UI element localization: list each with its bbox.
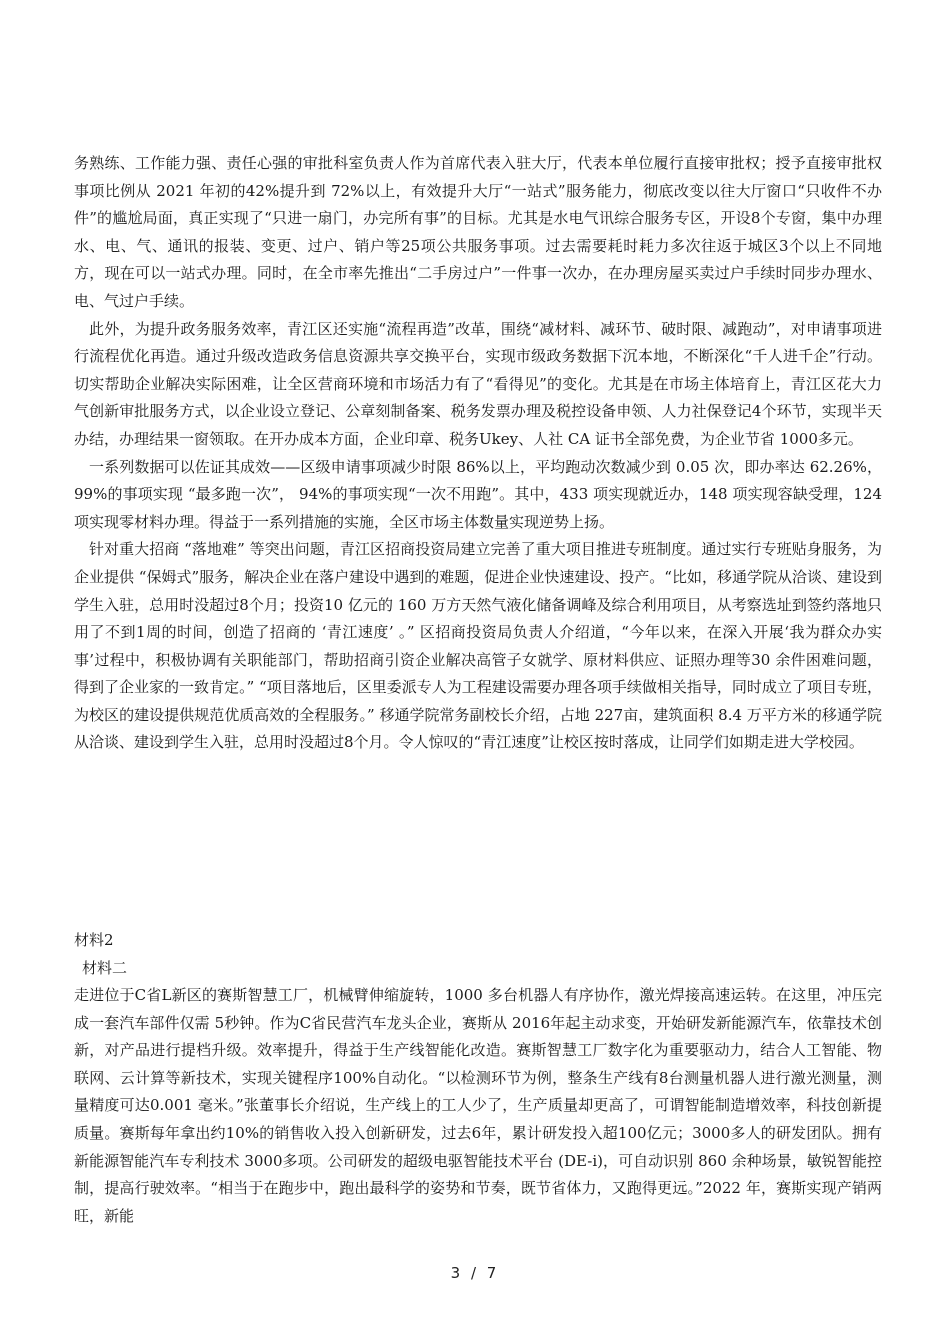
section-1 — [74, 150, 882, 757]
material-sublabel: 材料二 — [82, 959, 128, 977]
paragraph-approval-authority: 务熟练、工作能力强、责任心强的审批科室负责人作为首席代表入驻大厅，代表本单位履行直接审批权；授予直接审批权事项比例从 2021 年初的42%提升到 72%以上，有效提升大厅“一站式”服务能力，彻底改变以往大厅窗口“只收件不办件”的尴尬局面，真正实现了“只进一扇门，办完所有事”的目标。尤其是水电气讯综合服务专区，开设8个专窗，集中办理水、电、气、通讯的报装、变更、过户、销户等25项公共服务事项。过去需要耗时耗力多次往返于城区3个以上不同地方，现在可以一站式办理。同时，在全市率先推出“二手房过户”一件事一次办，在办理房屋买卖过户手续时同步办理水、电、气过户手续。 — [74, 154, 882, 310]
material-label: 材料2 — [74, 931, 114, 949]
paragraph-investment-promotion: 针对重大招商 “落地难” 等突出问题，青江区招商投资局建立完善了重大项目推进专班制度。通过实行专班贴身服务，为企业提供 “保姆式”服务，解决企业在落户建设中遇到的难题，促进企业快速建设、投产。“比如，移通学院从洽谈、建设到学生入驻，总用时没超过8个月；投资10 亿元的 160 万方天然气液化储备调峰及综合利用项目，从考察选址到签约落地只用了不到1周的时间，创造了招商的 ‘青江速度’ 。” 区招商投资局负责人介绍道，“今年以来，在深入开展‘我为群众办实事’过程中，积极协调有关职能部门，帮助招商引资企业解决高管子女就学、原材料供应、证照办理等30 余件困难问题，得到了企业家的一致肯定。” “项目落地后，区里委派专人为工程建设需要办理各项手续做相关指导，同时成立了项目专班，为校区的建设提供规范优质高效的全程服务。” 移通学院常务副校长介绍，占地 227亩，建筑面积 8.4 万平方米的移通学院从洽谈、建设到学生入驻，总用时没超过8个月。令人惊叹的“青江速度”让校区按时落成，让同学们如期走进大学校园。 — [74, 540, 882, 752]
paragraph-data-results: 一系列数据可以佐证其成效——区级申请事项减少时限 86%以上，平均跑动次数减少到 0.05 次，即办率达 62.26%，99%的事项实现 “最多跑一次”， 94%的事项实现“一次不用跑”。其中，433 项实现就近办，148 项实现容缺受理，124 项实现零材料办理。得益于一系列措施的实施，全区市场主体数量实现逆势上扬。 — [74, 457, 882, 531]
paragraph-process-reengineering: 此外，为提升政务服务效率，青江区还实施“流程再造”改革，围绕“减材料、减环节、破时限、减跑动”，对申请事项进行流程优化再造。通过升级改造政务信息资源共享交换平台，实现市级政务数据下沉本地，不断深化“千人进千企”行动。切实帮助企业解决实际困难，让全区营商环境和市场活力有了“看得见”的变化。尤其是在市场主体培育上，青江区花大力气创新审批服务方式，以企业设立登记、公章刻制备案、税务发票办理及税控设备申领、人力社保登记4个环节，实现半天办结，办理结果一窗领取。在开办成本方面，企业印章、税务Ukey、人社 CA 证书全部免费，为企业节省 1000多元。 — [74, 319, 882, 448]
section-2 — [74, 926, 882, 1230]
paragraph-smart-factory: 走进位于C省L新区的赛斯智慧工厂，机械臂伸缩旋转，1000 多台机器人有序协作，激光焊接高速运转。在这里，冲压完成一套汽车部件仅需 5秒钟。作为C省民营汽车龙头企业，赛斯从 2016年起主动求变，开始研发新能源汽车，依靠技术创新，对产品进行提档升级。效率提升，得益于生产线智能化改造。赛斯智慧工厂数字化为重要驱动力，结合人工智能、物联网、云计算等新技术，实现关键程序100%自动化。“以检测环节为例，整条生产线有8台测量机器人进行激光测量，测量精度可达0.001 毫米。”张董事长介绍说，生产线上的工人少了，生产质量却更高了，可谓智能制造增效率，科技创新提质量。赛斯每年拿出约10%的销售收入投入创新研发，过去6年，累计研发投入超100亿元；3000多人的研发团队。拥有新能源智能汽车专利技术 3000多项。公司研发的超级电驱智能技术平台 (DE-i)，可自动识别 860 余种场景，敏锐智能控制，提高行驶效率。“相当于在跑步中，跑出最科学的姿势和节奏，既节省体力，又跑得更远。”2022 年，赛斯实现产销两旺，新能 — [74, 986, 882, 1225]
page-number: 3 / 7 — [450, 1264, 500, 1282]
